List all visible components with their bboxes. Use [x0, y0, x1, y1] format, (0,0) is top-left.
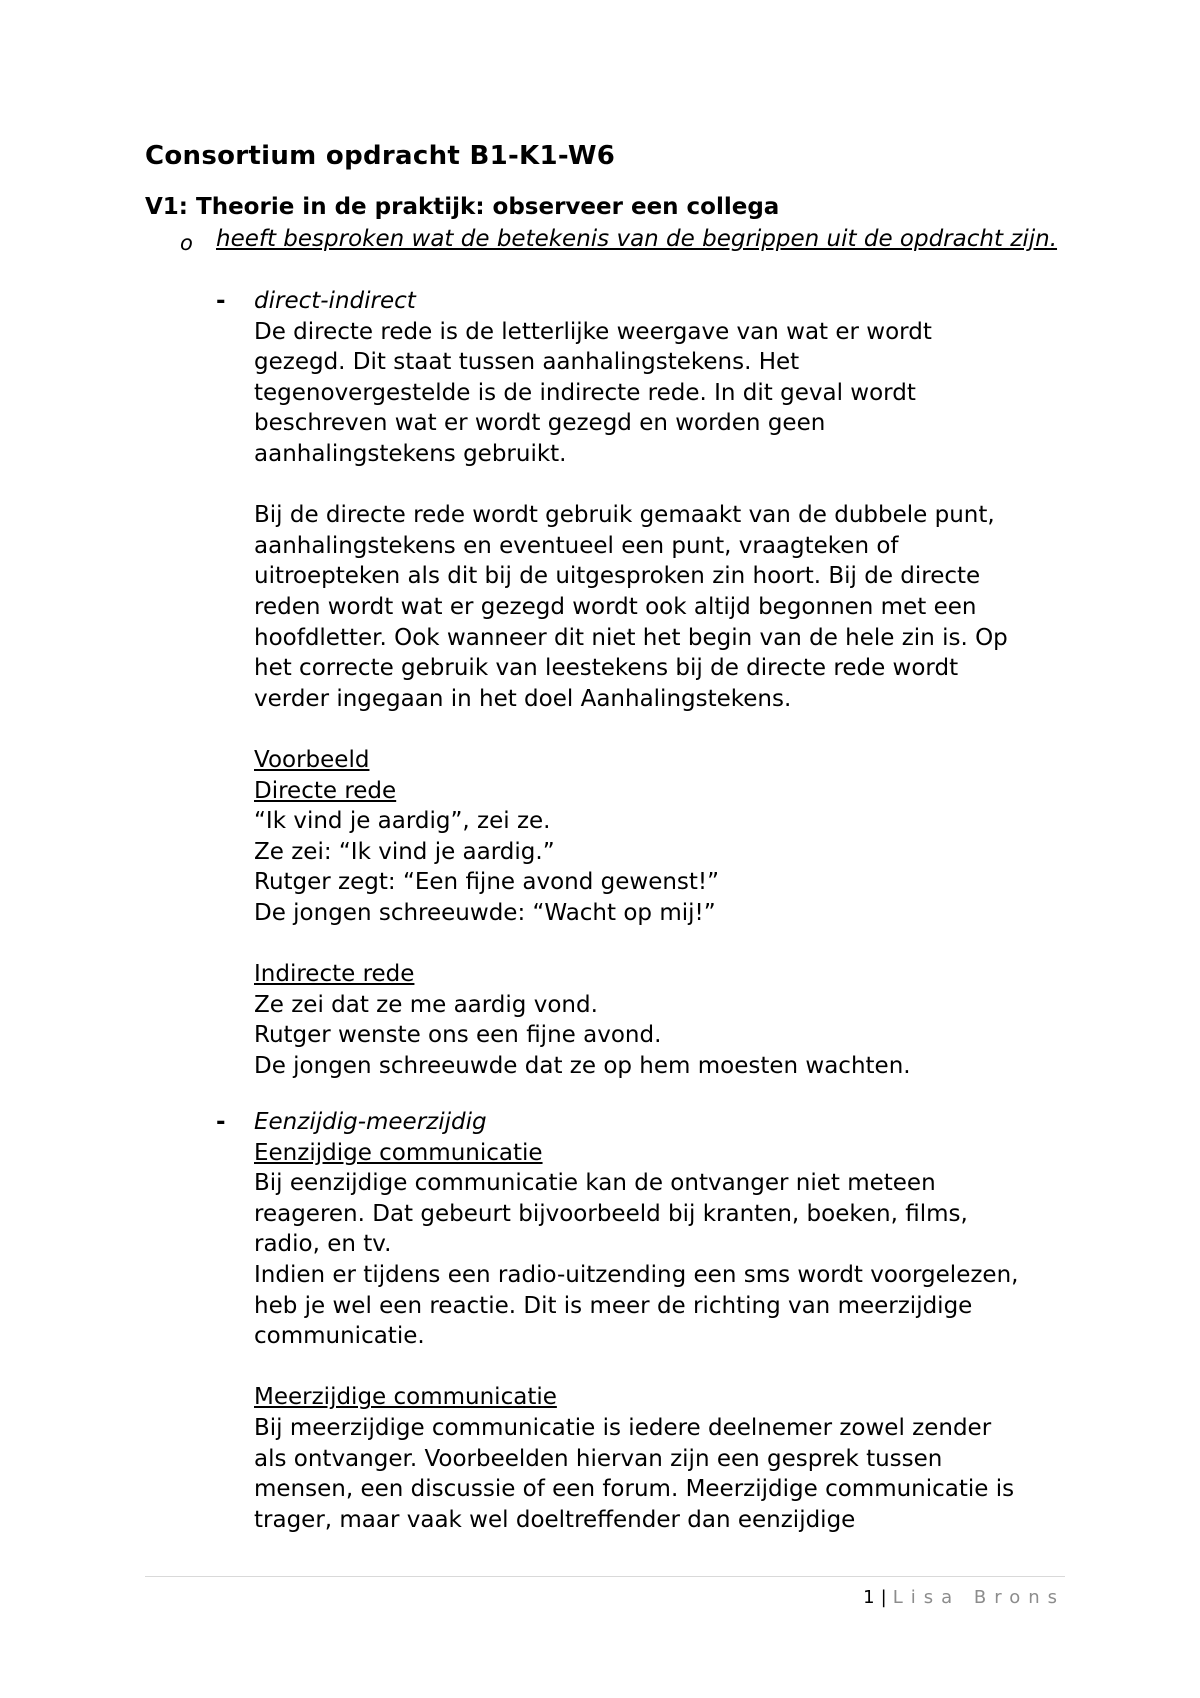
paragraph-line: als ontvanger. Voorbeelden hiervan zijn een gesprek tussen	[254, 1445, 943, 1472]
footer-divider	[145, 1576, 1065, 1577]
paragraph-line: De directe rede is de letterlijke weergave van wat er wordt	[254, 318, 932, 345]
section-heading: V1: Theorie in de praktijk: observeer een collega	[145, 194, 780, 220]
section-eenzijdig-meerzijdig	[254, 1107, 1094, 1535]
example-line: Ze zei: “Ik vind je aardig.”	[254, 838, 555, 865]
list-dash-marker: -	[216, 288, 226, 314]
paragraph-line: Indien er tijdens een radio-uitzending een sms wordt voorgelezen,	[254, 1261, 1019, 1288]
example-line: De jongen schreeuwde dat ze op hem moesten wachten.	[254, 1052, 911, 1079]
paragraph-line: hoofdletter. Ook wanneer dit niet het begin van de hele zin is. Op	[254, 624, 1008, 651]
paragraph-line: reden wordt wat er gezegd wordt ook altijd begonnen met een	[254, 593, 977, 620]
paragraph-line: Bij meerzijdige communicatie is iedere deelnemer zowel zender	[254, 1414, 992, 1441]
paragraph-line: Bij eenzijdige communicatie kan de ontvanger niet meteen	[254, 1170, 936, 1197]
paragraph-gap	[254, 714, 1094, 745]
footer-author: Lisa Brons	[892, 1587, 1065, 1608]
indirect-speech-label: Indirecte rede	[254, 961, 415, 988]
direct-speech-label: Directe rede	[254, 777, 397, 804]
paragraph-line: verder ingegaan in het doel Aanhalingstekens.	[254, 685, 792, 712]
one-way-label: Eenzijdige communicatie	[254, 1139, 543, 1166]
example-line: “Ik vind je aardig”, zei ze.	[254, 808, 551, 835]
paragraph-line: uitroepteken als dit bij de uitgesproken zin hoort. Bij de directe	[254, 563, 981, 590]
paragraph-line: mensen, een discussie of een forum. Meerzijdige communicatie is	[254, 1476, 1015, 1503]
example-line: Ze zei dat ze me aardig vond.	[254, 991, 598, 1018]
paragraph-gap	[254, 470, 1094, 501]
paragraph-line: Bij de directe rede wordt gebruik gemaakt van de dubbele punt,	[254, 502, 995, 529]
paragraph-line: communicatie.	[254, 1323, 425, 1350]
paragraph-line: tegenovergestelde is de indirecte rede. In dit geval wordt	[254, 379, 916, 406]
subsection-heading: Eenzijdig-meerzijdig	[254, 1109, 487, 1135]
page-footer	[863, 1587, 1065, 1609]
paragraph-gap	[254, 1352, 1094, 1383]
example-line: Rutger wenste ons een fijne avond.	[254, 1022, 662, 1049]
paragraph-line: heb je wel een reactie. Dit is meer de richting van meerzijdige	[254, 1292, 973, 1319]
paragraph-line: gezegd. Dit staat tussen aanhalingstekens. Het	[254, 349, 800, 376]
paragraph-gap	[254, 928, 1094, 959]
document-title: Consortium opdracht B1-K1-W6	[145, 141, 616, 171]
paragraph-line: aanhalingstekens gebruikt.	[254, 440, 567, 467]
footer-separator: |	[880, 1587, 887, 1608]
objective-bullet-marker: o	[180, 231, 193, 255]
example-line: Rutger zegt: “Een fijne avond gewenst!”	[254, 869, 720, 896]
multi-way-label: Meerzijdige communicatie	[254, 1384, 557, 1411]
paragraph-line: trager, maar vaak wel doeltreffender dan eenzijdige	[254, 1506, 856, 1533]
page-number: 1	[863, 1587, 875, 1608]
example-line: De jongen schreeuwde: “Wacht op mij!”	[254, 899, 716, 926]
paragraph-line: reageren. Dat gebeurt bijvoorbeeld bij kranten, boeken, films,	[254, 1200, 968, 1227]
paragraph-line: beschreven wat er wordt gezegd en worden geen	[254, 410, 826, 437]
section-direct-indirect	[254, 286, 1094, 1081]
paragraph-line: het correcte gebruik van leestekens bij de directe rede wordt	[254, 655, 959, 682]
objective-text: heeft besproken wat de betekenis van de begrippen uit de opdracht zijn.	[216, 226, 1058, 252]
example-label: Voorbeeld	[254, 746, 370, 773]
paragraph-line: radio, en tv.	[254, 1231, 392, 1258]
paragraph-line: aanhalingstekens en eventueel een punt, vraagteken of	[254, 532, 899, 559]
list-dash-marker: -	[216, 1109, 226, 1135]
subsection-heading: direct-indirect	[254, 288, 416, 314]
